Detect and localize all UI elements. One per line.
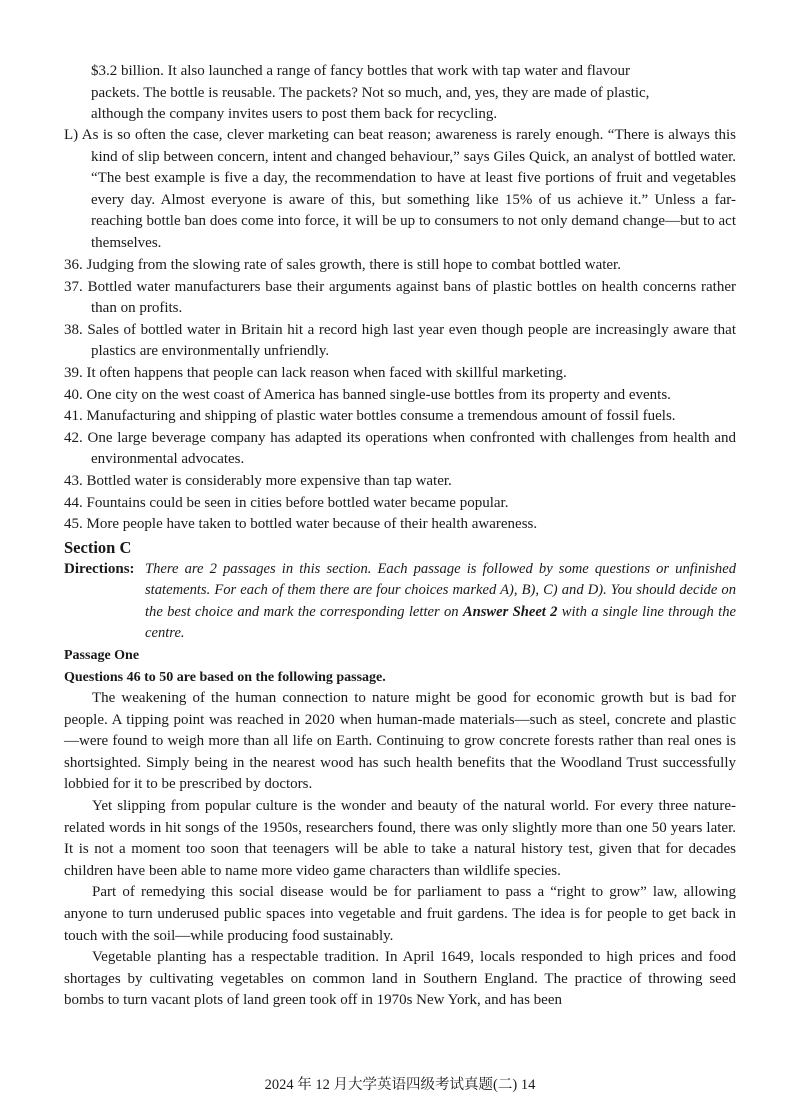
statement-text: Bottled water is considerably more expensive than tap water. [86,472,452,489]
passage-intro: Questions 46 to 50 are based on the following passage. [64,669,386,685]
statement [64,255,736,277]
paragraph-label: L) [64,127,79,143]
passage-one [64,688,736,1012]
passage-title: Passage One [64,647,140,663]
statement-number: 36. [64,257,83,273]
directions-text-part: with a single line through the centre. [145,603,736,642]
paragraph-body: As is so often the case, clever marketing can beat reason; awareness is rarely enough. “There is always this kind of slip between concern, intent and changed behaviour,” says Giles Quick, an analyst of bottled water. “The best example is five a day, the recommendation to have at least five portions of fruit and vegetables every day. Almost everyone is aware of this, but something like 15% of us achieve it.” Unless a far-reaching bottle ban does come into force, it will be up to consumers to not only demand change—but to act themselves. [81,127,736,251]
statement-text: Bottled water manufacturers base their arguments against bans of plastic bottles on health concerns rather than on profits. [87,278,736,317]
text-line: $3.2 billion. It also launched a range of fancy bottles that work with tap water and flavour [91,63,631,79]
statement [64,514,736,536]
text-line: packets. The bottle is reusable. The packets? Not so much, and, yes, they are made of plastic, [91,84,650,101]
section-c [64,537,736,688]
statement-text: It often happens that people can lack reason when faced with skillful marketing. [86,364,567,381]
statement-number: 38. [64,321,83,338]
section-heading: Section C [64,538,132,557]
statement [64,406,736,428]
statement-number: 37. [64,278,83,295]
directions-label: Directions: [64,560,135,577]
statement-number: 42. [64,429,83,446]
statement [64,471,736,493]
statement-number: 39. [64,364,83,381]
statement-text: Sales of bottled water in Britain hit a record high last year even though people are increasingly aware that plastics are environmentally unfriendly. [87,321,736,360]
paragraph-l [64,125,736,255]
statement [64,320,736,363]
statement [64,428,736,471]
statement [64,277,736,320]
passage-paragraph: The weakening of the human connection to nature might be good for economic growth but is bad for people. A tipping point was reached in 2020 when human-made materials—such as steel, concrete and plastic—were found to weigh more than all life on Earth. Continuing to grow concrete forests rather than real ones is shortsighted. Simply being in the nearest wood has such health benefits that the Woodland Trust successfully lobbied for it to be prescribed by doctors. [64,690,736,793]
statement-number: 44. [64,494,83,511]
statement-text: One large beverage company has adapted its operations when confronted with challenges from health and environmental advocates. [87,429,736,468]
statement-text: Manufacturing and shipping of plastic water bottles consume a tremendous amount of fossil fuels. [86,408,676,425]
passage-paragraph: Yet slipping from popular culture is the wonder and beauty of the natural world. For every three nature-related words in hit songs of the 1950s, researchers found, there was only slightly more than one 50 years later. It is not a moment too soon that teenagers will be able to take a natural history test, given that for decades children have been able to name more video game characters than wildlife species. [64,797,736,879]
statement-text: Judging from the slowing rate of sales growth, there is still hope to combat bottled water. [86,257,621,273]
directions-text-part: There are 2 passages in this section. Each passage is followed by some questions or unfinished statements. For each of them there are four choices marked A), B), C) and D). You should decide on the best choice and mark the corresponding letter on [145,560,736,620]
directions-text [64,559,736,645]
paragraph-l-text [64,125,736,255]
statement [64,385,736,407]
statement-number: 40. [64,386,83,403]
statement-number: 45. [64,516,83,533]
statement-text: One city on the west coast of America has banned single-use bottles from its property and events. [86,386,671,403]
statement-number: 43. [64,472,83,489]
directions [64,559,736,645]
statement-list [64,255,736,536]
statement [64,493,736,515]
answer-sheet-label: Answer Sheet 2 [462,603,558,620]
statement [64,363,736,385]
statement-text: Fountains could be seen in cities before bottled water became popular. [86,494,509,511]
passage-paragraph: Vegetable planting has a respectable tradition. In April 1649, locals responded to high prices and food shortages by cultivating vegetables on common land in Southern England. The practice of throwing seed bombs to turn vacant plots of land green took off in 1970s New York, and has been [64,949,736,1009]
statement-text: More people have taken to bottled water because of their health awareness. [86,516,538,533]
passage-paragraph: Part of remedying this social disease would be for parliament to pass a “right to grow” law, allowing anyone to turn underused public spaces into vegetable and fruit gardens. The idea is for people to get back in touch with the soil—while producing food sustainably. [64,884,736,944]
page-footer: 2024 年 12 月大学英语四级考试真题(二) 14 [264,1077,536,1093]
paragraph-k-continuation [64,61,736,126]
text-line: although the company invites users to post them back for recycling. [91,106,498,123]
statement-number: 41. [64,408,83,425]
